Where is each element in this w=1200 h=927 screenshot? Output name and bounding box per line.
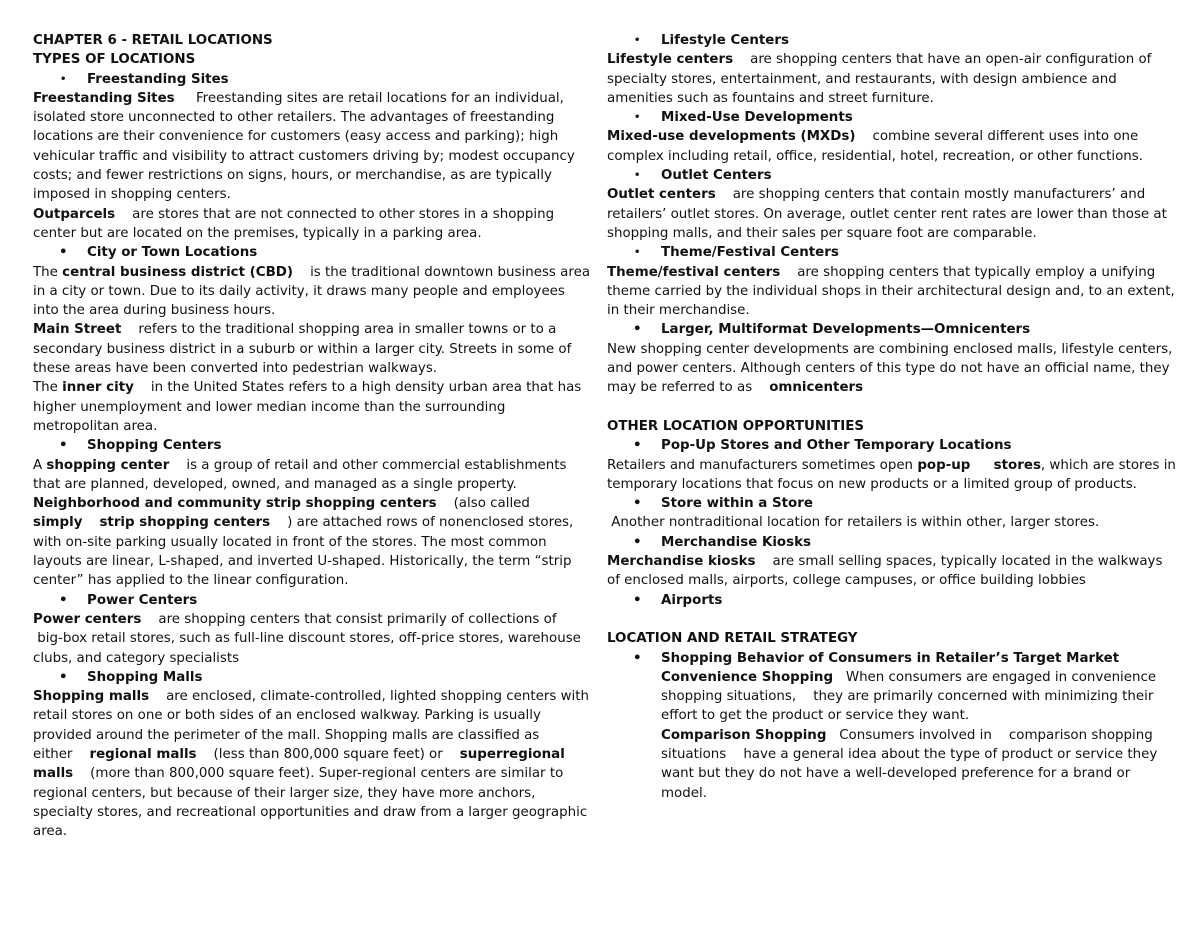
para-power-centers-2: big-box retail stores, such as full-line discount stores, off-price stores, warehouse clubs, and category specialists <box>33 631 586 666</box>
para-main-street: Main Street refers to the traditional shopping area in smaller towns or to a secondary business district in a suburb or within a larger city. Streets in some of these areas have been converted into pedestrian walkways. <box>33 322 572 377</box>
bullet-city: • City or Town Locations <box>33 243 593 262</box>
para-mixed-use: Mixed-use developments (MXDs) combine several different uses into one complex including retail, office, residential, hotel, recreation, or other functions. <box>607 129 1143 164</box>
para-outlet: Outlet centers are shopping centers that contain mostly manufacturers’ and retailers’ outlet stores. On average, outlet center rent rates are lower than those at shopping malls, and their sales per square foot are comparable. <box>607 187 1167 241</box>
other-heading: OTHER LOCATION OPPORTUNITIES <box>607 418 865 434</box>
bullet-shopping-malls: • Shopping Malls <box>33 668 593 687</box>
bullet-shopping-centers: • Shopping Centers <box>33 436 593 455</box>
para-kiosks: Merchandise kiosks are small selling spaces, typically located in the walkways of enclosed malls, airports, college campuses, or office building lobbies <box>607 554 1163 589</box>
bullet-store-within: • Store within a Store <box>607 494 1177 513</box>
para-outparcels: Outparcels are stores that are not connected to other stores in a shopping center but are located on the premises, typically in a parking area. <box>33 206 555 241</box>
para-shopping-malls: Shopping malls are enclosed, climate-controlled, lighted shopping centers with retail stores on one or both sides of an enclosed walkway. Parking is usually provided around the perimeter of the mall. Shopping malls are classified as either regional malls (less than 800,000 square feet) or superregional malls (more than 800,000 square feet). Super-regional centers are similar to regional centers, but because of their larger size, they have more anchors, specialty stores, and recreational opportunities and draw from a larger geographic area. <box>33 689 590 840</box>
spacer <box>607 398 1177 417</box>
para-freestanding: Freestanding Sites Freestanding sites are retail locations for an individual, isolated store unconnected to other retailers. The advantages of freestanding locations are their convenience for customers (easy access and parking); high vehicular traffic and visibility to attract customers driving by; modest occupancy costs; and fewer restrictions on signs, hours, or merchandise, as are typically imposed in shopping centers. <box>33 90 575 203</box>
para-cbd: The central business district (CBD) is the traditional downtown business area in a city or town. Due to its daily activity, it draws many people and employees into the area during business hours. <box>33 264 591 319</box>
para-convenience: Convenience Shopping When consumers are engaged in convenience shopping situations, they are primarily concerned with minimizing their effort to get the product or service they want. <box>661 669 1157 724</box>
bullet-shopping-behavior: • Shopping Behavior of Consumers in Retailer’s Target Market <box>607 649 1177 668</box>
bullet-omnicenters: • Larger, Multiformat Developments—Omnicenters <box>607 320 1177 339</box>
left-column <box>33 31 593 841</box>
right-column <box>607 31 1177 803</box>
para-shopping-center: A shopping center is a group of retail and other commercial establishments that are planned, developed, owned, and managed as a single property. <box>33 457 567 492</box>
para-comparison: Comparison Shopping Consumers involved in comparison shopping situations have a general idea about the type of product or service they want but they do not have a well-developed preference for a brand or model. <box>661 727 1158 801</box>
para-power-centers: Power centers are shopping centers that consist primarily of collections of <box>33 611 557 627</box>
para-inner-city: The inner city in the United States refers to a high density urban area that has higher unemployment and lower median income than the surrounding metropolitan area. <box>33 380 582 434</box>
para-lifestyle: Lifestyle centers are shopping centers that have an open-air configuration of specialty stores, entertainment, and restaurants, with design ambience and amenities such as fountains and street furniture. <box>607 52 1152 106</box>
chapter-title: CHAPTER 6 - RETAIL LOCATIONS <box>33 33 273 48</box>
bullet-power-centers: • Power Centers <box>33 591 593 610</box>
bullet-freestanding: • Freestanding Sites <box>33 70 593 89</box>
bullet-mixed-use: • Mixed-Use Developments <box>607 108 1177 127</box>
bullet-lifestyle: • Lifestyle Centers <box>607 31 1177 50</box>
bullet-airports: • Airports <box>607 591 1177 610</box>
bullet-popup: • Pop-Up Stores and Other Temporary Locations <box>607 436 1177 455</box>
types-heading: TYPES OF LOCATIONS <box>33 52 196 68</box>
bullet-kiosks: • Merchandise Kiosks <box>607 533 1177 552</box>
para-strip-centers: Neighborhood and community strip shopping centers (also called simply strip shopping centers ) are attached rows of nonenclosed stores, with on-site parking usually located in front of the stores. The most common layouts are linear, L-shaped, and inverted U-shaped. Historically, the term “strip center” has applied to the linear configuration. <box>33 496 574 589</box>
para-theme: Theme/festival centers are shopping centers that typically employ a unifying theme carried by the individual shops in their architectural design and, to an extent, in their merchandise. <box>607 264 1175 319</box>
para-popup: Retailers and manufacturers sometimes open pop-up stores, which are stores in temporary locations that focus on new products or a limited group of products. <box>607 457 1176 492</box>
spacer <box>607 610 1177 629</box>
para-omnicenters: New shopping center developments are combining enclosed malls, lifestyle centers, and power centers. Although centers of this type do not have an official name, they may be referred to as omnicenters <box>607 341 1173 396</box>
bullet-theme: • Theme/Festival Centers <box>607 243 1177 262</box>
para-store-within: Another nontraditional location for retailers is within other, larger stores. <box>607 515 1100 531</box>
bullet-outlet: • Outlet Centers <box>607 166 1177 185</box>
strategy-heading: LOCATION AND RETAIL STRATEGY <box>607 631 858 647</box>
